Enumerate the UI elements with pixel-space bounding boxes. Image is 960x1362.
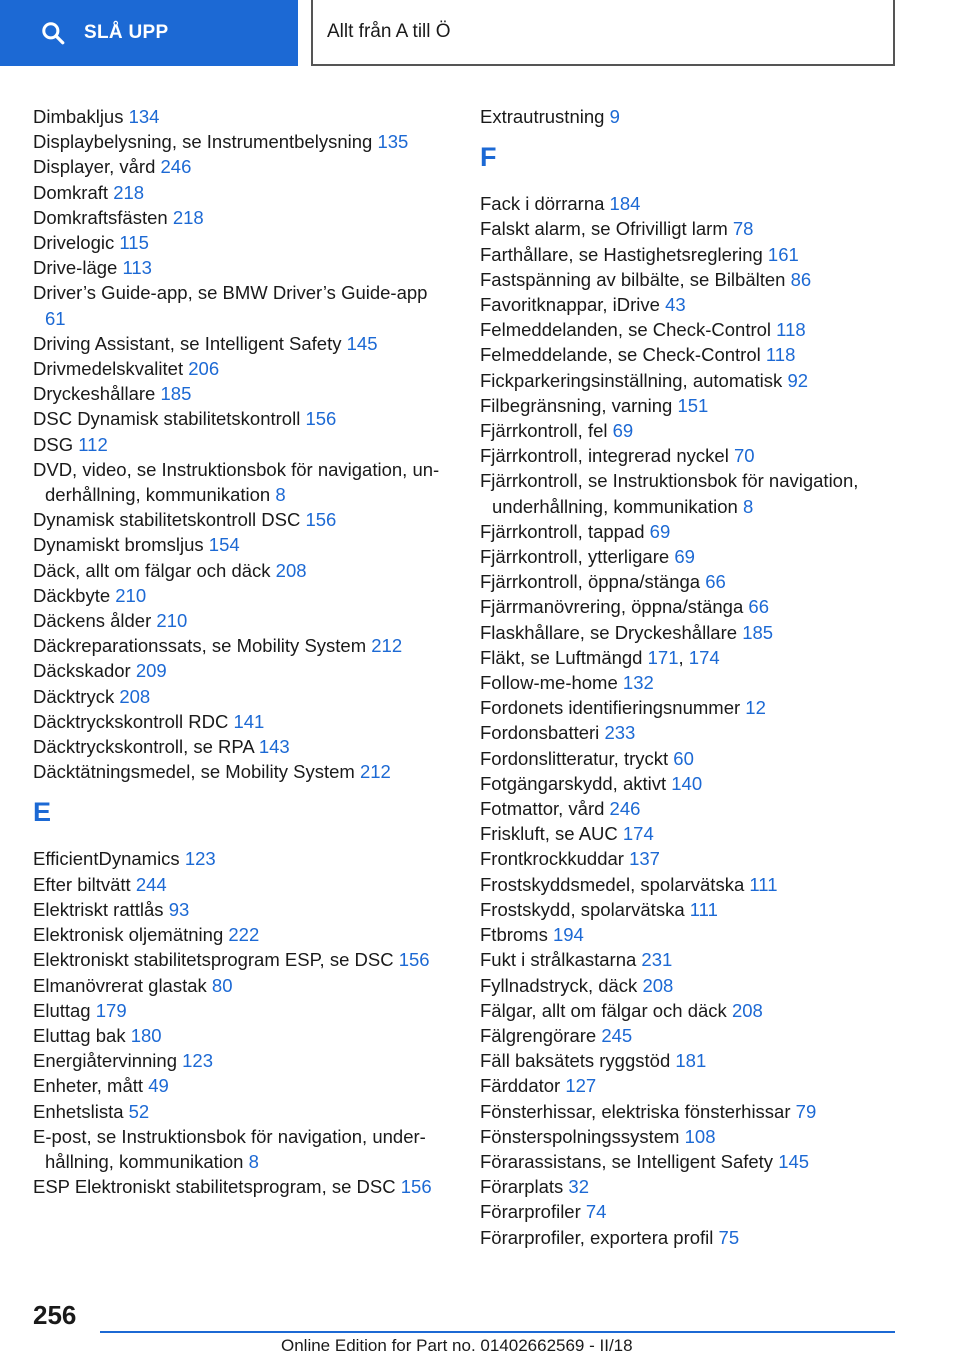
index-entry bbox=[33, 709, 453, 734]
footer-divider bbox=[100, 1331, 895, 1333]
index-entry bbox=[33, 633, 453, 658]
page-link[interactable]: 137 bbox=[629, 848, 660, 870]
index-entry bbox=[33, 759, 453, 784]
page-link[interactable]: 244 bbox=[135, 873, 167, 895]
page-link[interactable]: 143 bbox=[258, 736, 290, 758]
index-entry bbox=[33, 1174, 453, 1199]
index-entry-text: Driving Assistant, se Intelligent Safety bbox=[33, 332, 342, 354]
index-entry-text: Eluttag bbox=[33, 999, 91, 1021]
index-entry bbox=[33, 205, 453, 230]
page-link[interactable]: 218 bbox=[172, 206, 204, 228]
index-entry bbox=[33, 331, 453, 356]
page-link[interactable]: 75 bbox=[718, 1226, 740, 1248]
index-entry-text: Farthållare, se Hastighetsreglering bbox=[480, 243, 763, 265]
index-entry bbox=[33, 1073, 453, 1098]
page-link[interactable]: 79 bbox=[795, 1100, 817, 1122]
index-entry bbox=[480, 670, 900, 695]
index-entry bbox=[33, 507, 453, 532]
index-entry bbox=[480, 468, 900, 518]
index-entry-text: Däck, allt om fälgar och däck bbox=[33, 559, 271, 581]
page-link[interactable]: 135 bbox=[377, 131, 409, 153]
index-entry bbox=[480, 620, 900, 645]
page-link[interactable]: 185 bbox=[160, 383, 192, 405]
index-entry-text: Fastspänning av bilbälte, se Bilbälten bbox=[480, 268, 786, 290]
index-entry-text: Däcktryck bbox=[33, 685, 115, 707]
index-entry bbox=[33, 406, 453, 431]
index-entry-text: Fjärrkontroll, ytterligare bbox=[480, 546, 670, 568]
page-link[interactable]: 156 bbox=[398, 949, 430, 971]
page-link[interactable]: 61 bbox=[45, 307, 66, 329]
index-entry-text: Driver’s Guide-app, se BMW Driver’s Guide-app bbox=[33, 282, 428, 304]
page-link[interactable]: 156 bbox=[305, 509, 337, 531]
index-entry bbox=[480, 1023, 900, 1048]
index-entry-text: Fjärrkontroll, se Instruktionsbok för navigation, underhållning, kommunikation bbox=[480, 470, 859, 517]
index-entry bbox=[33, 734, 453, 759]
search-label: SLÅ UPP bbox=[84, 22, 169, 43]
index-entry bbox=[33, 280, 453, 330]
index-entry-text: Fickparkeringsinställning, automatisk bbox=[480, 369, 783, 391]
index-entry bbox=[33, 973, 453, 998]
page-link[interactable]: 69 bbox=[649, 520, 671, 542]
index-entry bbox=[480, 368, 900, 393]
page-link[interactable]: 78 bbox=[732, 218, 754, 240]
index-entry-text: Falskt alarm, se Ofrivilligt larm bbox=[480, 218, 728, 240]
index-entry bbox=[33, 897, 453, 922]
index-entry bbox=[33, 129, 453, 154]
page-link[interactable]: 218 bbox=[113, 181, 145, 203]
section-letter: F bbox=[480, 142, 497, 173]
index-entry bbox=[480, 544, 900, 569]
page-link[interactable]: 132 bbox=[622, 672, 654, 694]
index-entry bbox=[33, 532, 453, 557]
page-link[interactable]: 86 bbox=[790, 268, 812, 290]
page-link[interactable]: 208 bbox=[731, 999, 763, 1021]
index-entry bbox=[480, 393, 900, 418]
index-entry bbox=[33, 230, 453, 255]
index-entry-text: Displayer, vård bbox=[33, 156, 156, 178]
index-entry-text: Fälgrengörare bbox=[480, 1024, 597, 1046]
index-entry bbox=[480, 846, 900, 871]
index-entry bbox=[33, 1099, 453, 1124]
index-entry-text: Däcktätningsmedel, se Mobility System bbox=[33, 761, 355, 783]
index-entry-text: Felmeddelande, se Check-Control bbox=[480, 344, 761, 366]
index-entry-text: Fjärrkontroll, integrerad nyckel bbox=[480, 445, 729, 467]
index-entry-text: Förarassistans, se Intelligent Safety bbox=[480, 1150, 774, 1172]
index-entry-text: DVD, video, se Instruktionsbok för navigation, underhållning, kommunikation bbox=[33, 458, 440, 506]
page-link[interactable]: 185 bbox=[742, 621, 774, 643]
page-link[interactable]: 212 bbox=[371, 635, 403, 657]
index-entry bbox=[480, 1048, 900, 1073]
index-entry-text: Fordonslitteratur, tryckt bbox=[480, 747, 669, 769]
page-link[interactable]: 231 bbox=[641, 949, 673, 971]
index-entry-text: Frostskydd, spolarvätska bbox=[480, 898, 685, 920]
page-link[interactable]: 70 bbox=[733, 445, 755, 467]
index-entry bbox=[480, 519, 900, 544]
index-entry bbox=[33, 356, 453, 381]
index-entry-text: Frontkrockkuddar bbox=[480, 848, 624, 870]
index-entry-text: Frostskyddsmedel, spolarvätska bbox=[480, 873, 745, 895]
section-letter: E bbox=[33, 797, 52, 828]
page-link[interactable]: 80 bbox=[211, 974, 233, 996]
index-entry bbox=[33, 154, 453, 179]
index-entry-text: Dimbakljus bbox=[33, 106, 124, 127]
top-bar bbox=[0, 0, 960, 66]
page-link[interactable]: 52 bbox=[128, 1100, 150, 1122]
index-entry-text: Färddator bbox=[480, 1075, 561, 1097]
page-link[interactable]: 246 bbox=[160, 156, 192, 178]
page-link[interactable]: 112 bbox=[78, 433, 108, 455]
page-link[interactable]: 180 bbox=[130, 1024, 162, 1046]
index-entry bbox=[33, 180, 453, 205]
index-entry bbox=[480, 998, 900, 1023]
index-entry-text: Däckreparationssats, se Mobility System bbox=[33, 635, 367, 657]
index-entry bbox=[33, 872, 453, 897]
index-entry-text: Efter biltvätt bbox=[33, 873, 131, 895]
page-link[interactable]: 60 bbox=[673, 747, 694, 769]
index-entry-text: Drive-läge bbox=[33, 257, 118, 279]
index-entry bbox=[480, 796, 900, 821]
index-entry-text: Follow-me-home bbox=[480, 672, 618, 694]
page-link[interactable]: 245 bbox=[601, 1024, 633, 1046]
page-link[interactable]: 123 bbox=[184, 848, 216, 870]
index-entry-text: Dynamiskt bromsljus bbox=[33, 534, 204, 556]
index-entry-text: Fotmattor, vård bbox=[480, 798, 605, 820]
index-column-left bbox=[33, 104, 453, 1199]
index-entry bbox=[480, 1174, 900, 1199]
page-link[interactable]: 181 bbox=[675, 1050, 707, 1072]
index-entry bbox=[480, 1099, 900, 1124]
index-entry-text: ESP Elektroniskt stabilitetsprogram, se DSC bbox=[33, 1176, 396, 1198]
index-entry-text: Filbegränsning, varning bbox=[480, 394, 673, 416]
index-entry-text: E-post, se Instruktionsbok för navigation, underhållning, kommunikation bbox=[33, 1125, 426, 1172]
page-link[interactable]: 174 bbox=[688, 646, 720, 668]
index-entry bbox=[33, 846, 453, 871]
index-entry bbox=[33, 583, 453, 608]
index-entry bbox=[33, 432, 453, 457]
index-entry bbox=[480, 1225, 900, 1250]
page-link[interactable]: 222 bbox=[228, 924, 260, 946]
index-entry bbox=[33, 558, 453, 583]
index-entry-text: Elmanövrerat glastak bbox=[33, 974, 207, 996]
index-entry-text: Dynamisk stabilitetskontroll DSC bbox=[33, 509, 301, 531]
page-link[interactable]: 208 bbox=[275, 559, 307, 581]
page-number: 256 bbox=[33, 1300, 77, 1330]
index-entry bbox=[480, 267, 900, 292]
page-link[interactable]: 140 bbox=[671, 772, 703, 794]
index-entry-text: DSG bbox=[33, 433, 74, 455]
index-entry-text: Däckbyte bbox=[33, 584, 111, 606]
index-entry-text: Enheter, mått bbox=[33, 1075, 144, 1097]
index-entry bbox=[33, 381, 453, 406]
index-entry-text: Fjärrkontroll, fel bbox=[480, 420, 608, 442]
page-link[interactable]: 9 bbox=[609, 106, 620, 127]
index-entry bbox=[480, 292, 900, 317]
index-entry bbox=[480, 569, 900, 594]
page-link[interactable]: 246 bbox=[609, 798, 641, 820]
index-entry bbox=[33, 922, 453, 947]
index-entry bbox=[480, 1124, 900, 1149]
page-link[interactable]: 113 bbox=[122, 257, 152, 279]
index-entry bbox=[33, 658, 453, 683]
index-entry bbox=[480, 695, 900, 720]
index-entry bbox=[480, 746, 900, 771]
index-entry-text: Förarprofiler, exportera profil bbox=[480, 1226, 714, 1248]
index-entry bbox=[33, 255, 453, 280]
index-entry bbox=[33, 608, 453, 633]
index-entry bbox=[480, 443, 900, 468]
page-link[interactable]: 127 bbox=[565, 1075, 597, 1097]
index-entry: Fläkt, se Luftmängd 171, 174 bbox=[480, 646, 720, 668]
index-entry-text: Ftbroms bbox=[480, 924, 548, 946]
index-entry-text: Drivelogic bbox=[33, 232, 115, 254]
index-entry bbox=[480, 1199, 900, 1224]
page-link[interactable]: 118 bbox=[776, 319, 806, 341]
index-entry bbox=[480, 242, 900, 267]
index-entry-text: Felmeddelanden, se Check-Control bbox=[480, 319, 772, 341]
page-link[interactable]: 12 bbox=[745, 697, 766, 719]
page-link[interactable]: 66 bbox=[705, 571, 726, 593]
index-entry bbox=[480, 720, 900, 745]
page-link[interactable]: 194 bbox=[552, 924, 584, 946]
index-entry-text: EfficientDynamics bbox=[33, 848, 180, 870]
index-entry-text: Fordonsbatteri bbox=[480, 722, 600, 744]
index-entry-text: Domkraftsfästen bbox=[33, 206, 168, 228]
page-link[interactable]: 111 bbox=[689, 898, 718, 920]
page-link[interactable]: 43 bbox=[665, 294, 686, 316]
chapter-title-box bbox=[311, 0, 895, 66]
index-entry bbox=[480, 1149, 900, 1174]
index-entry-text: Fäll baksätets ryggstöd bbox=[480, 1050, 671, 1072]
index-entry-text: Fjärrkontroll, öppna/stänga bbox=[480, 571, 701, 593]
page-link[interactable]: 111 bbox=[749, 873, 778, 895]
page-link[interactable]: 74 bbox=[585, 1201, 607, 1223]
page-link[interactable]: 212 bbox=[359, 761, 391, 783]
index-entry bbox=[33, 947, 453, 972]
chapter-title: Allt från A till Ö bbox=[327, 21, 451, 42]
index-entry bbox=[480, 947, 900, 972]
page-link[interactable]: 134 bbox=[128, 106, 160, 127]
page-link[interactable]: 8 bbox=[742, 495, 754, 517]
page-link[interactable]: 171 bbox=[647, 646, 679, 668]
index-entry-text: Fönsterhissar, elektriska fönsterhissar bbox=[480, 1100, 791, 1122]
page-link[interactable]: 8 bbox=[275, 484, 286, 506]
index-entry-text: Elektroniskt stabilitetsprogram ESP, se DSC bbox=[33, 949, 394, 971]
index-entry-text: Fotgängarskydd, aktivt bbox=[480, 772, 667, 794]
search-button[interactable] bbox=[0, 0, 298, 66]
index-entry bbox=[33, 998, 453, 1023]
index-entry-text: Dryckeshållare bbox=[33, 383, 156, 405]
page-link[interactable]: 206 bbox=[188, 358, 220, 380]
page-link[interactable]: 93 bbox=[168, 898, 190, 920]
index-entry-text: Friskluft, se AUC bbox=[480, 823, 618, 845]
index-entry bbox=[480, 922, 900, 947]
page-link[interactable]: 145 bbox=[346, 332, 378, 354]
index-entry-text: Fjärrmanövrering, öppna/stänga bbox=[480, 596, 744, 618]
index-entry-text: Fordonets identifieringsnummer bbox=[480, 697, 741, 719]
index-entry bbox=[33, 457, 453, 507]
page-link[interactable]: 8 bbox=[248, 1150, 259, 1172]
index-entry bbox=[480, 104, 900, 129]
page-link[interactable]: 161 bbox=[767, 243, 799, 265]
page-link[interactable]: 118 bbox=[765, 344, 796, 366]
index-entry bbox=[480, 973, 900, 998]
index-entry-text: Displaybelysning, se Instrumentbelysning bbox=[33, 131, 373, 153]
index-entry bbox=[480, 418, 900, 443]
index-entry-text: Elektronisk oljemätning bbox=[33, 924, 224, 946]
index-entry bbox=[480, 594, 900, 619]
page-link[interactable]: 92 bbox=[787, 369, 809, 391]
page-link[interactable]: 145 bbox=[778, 1150, 810, 1172]
index-entry bbox=[480, 342, 900, 367]
page-link[interactable]: 184 bbox=[609, 193, 641, 215]
page-link[interactable]: 108 bbox=[684, 1125, 716, 1147]
index-entry-text: Däcktryckskontroll RDC bbox=[33, 710, 229, 732]
index-entry-text: Extrautrustning bbox=[480, 106, 605, 127]
page-link[interactable]: 210 bbox=[156, 610, 188, 632]
page-link[interactable]: 233 bbox=[604, 722, 636, 744]
page-link[interactable]: 151 bbox=[677, 394, 709, 416]
page-link[interactable]: 208 bbox=[642, 974, 674, 996]
index-entry-text: Favoritknappar, iDrive bbox=[480, 294, 660, 316]
index-entry bbox=[480, 1073, 900, 1098]
index-entry-text: Fläkt, se Luftmängd bbox=[480, 646, 643, 668]
page-link[interactable]: 209 bbox=[135, 660, 167, 682]
page-link[interactable]: 156 bbox=[400, 1176, 432, 1198]
index-entry-text: Elektriskt rattlås bbox=[33, 898, 164, 920]
index-entry-text: Drivmedelskvalitet bbox=[33, 358, 184, 380]
index-entry-text: Fönsterspolningssystem bbox=[480, 1125, 680, 1147]
search-icon bbox=[40, 20, 66, 46]
index-entry bbox=[480, 191, 900, 216]
index-entry-text: Däckskador bbox=[33, 660, 131, 682]
index-entry-text: Domkraft bbox=[33, 181, 109, 203]
page-link[interactable]: 210 bbox=[115, 584, 147, 606]
index-entry-text: DSC Dynamisk stabilitetskontroll bbox=[33, 408, 301, 430]
index-entry-text: Eluttag bak bbox=[33, 1024, 126, 1046]
index-entry-text: Flaskhållare, se Dryckeshållare bbox=[480, 621, 738, 643]
index-entry bbox=[480, 216, 900, 241]
index-entry bbox=[480, 771, 900, 796]
page-link[interactable]: 66 bbox=[748, 596, 769, 618]
index-entry-text: Energiåtervinning bbox=[33, 1050, 177, 1072]
index-entry bbox=[33, 1124, 453, 1174]
page-link[interactable]: 141 bbox=[233, 710, 265, 732]
index-entry bbox=[33, 1023, 453, 1048]
index-entry bbox=[33, 104, 453, 129]
page-link[interactable]: 49 bbox=[148, 1075, 169, 1097]
page-link[interactable]: 69 bbox=[612, 420, 634, 442]
page-link[interactable]: 32 bbox=[568, 1176, 589, 1198]
index-entry-text: Enhetslista bbox=[33, 1100, 124, 1122]
index-entry-text: Fjärrkontroll, tappad bbox=[480, 520, 645, 542]
page-link[interactable]: 69 bbox=[674, 546, 695, 568]
edition-note: Online Edition for Part no. 01402662569 - II/18 bbox=[281, 1336, 633, 1355]
page-link[interactable]: 115 bbox=[119, 232, 149, 254]
index-entry-text: Fack i dörrarna bbox=[480, 193, 605, 215]
index-entry bbox=[480, 897, 900, 922]
index-entry-text: Däcktryckskontroll, se RPA bbox=[33, 736, 254, 758]
index-entry bbox=[33, 1048, 453, 1073]
index-entry-text: Fälgar, allt om fälgar och däck bbox=[480, 999, 727, 1021]
index-entry bbox=[33, 684, 453, 709]
index-entry-text: Förarprofiler bbox=[480, 1201, 581, 1223]
page-link[interactable]: 154 bbox=[208, 534, 240, 556]
page-link[interactable]: 156 bbox=[305, 408, 337, 430]
page-link[interactable]: 174 bbox=[622, 823, 654, 845]
index-entry-text: Förarplats bbox=[480, 1176, 564, 1198]
index-entry-text: Fyllnadstryck, däck bbox=[480, 974, 638, 996]
index-entry bbox=[480, 872, 900, 897]
page-link[interactable]: 208 bbox=[119, 685, 151, 707]
page-link[interactable]: 123 bbox=[182, 1050, 213, 1072]
index-column-right bbox=[480, 104, 900, 1250]
index-entry-text: Fukt i strålkastarna bbox=[480, 949, 637, 971]
index-entry bbox=[480, 821, 900, 846]
page-link[interactable]: 179 bbox=[95, 999, 127, 1021]
index-entry bbox=[480, 317, 900, 342]
index-entry-text: Däckens ålder bbox=[33, 610, 152, 632]
